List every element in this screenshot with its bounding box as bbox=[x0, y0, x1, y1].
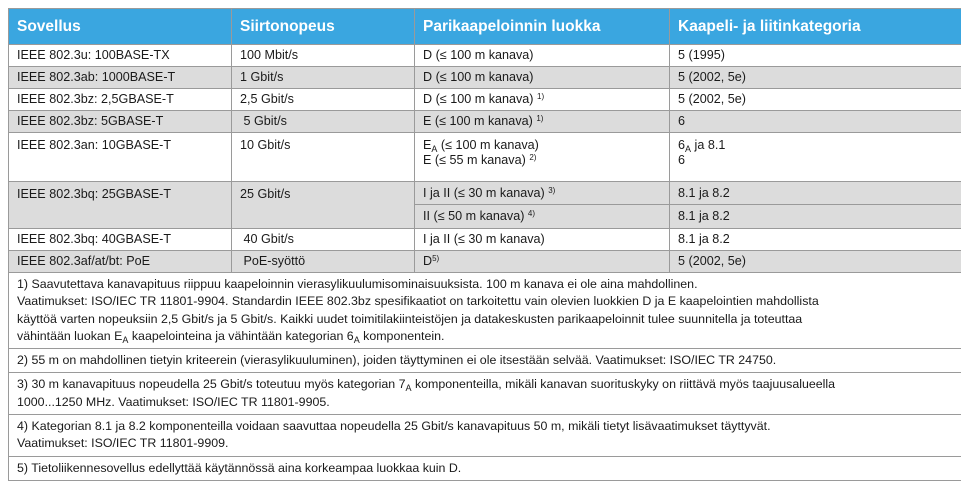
table-row bbox=[9, 45, 961, 67]
footnote-4: 4) Kategorian 8.1 ja 8.2 komponenteilla voidaan saavuttaa nopeudella 25 Gbit/s kanavapituus 50 m, mikäli tietyt lisävaatimukset täyttyvät. Vaatimukset: ISO/IEC TR 11801-9909. bbox=[9, 415, 961, 457]
cell-speed: 40 Gbit/s bbox=[232, 229, 415, 251]
cell-class: $D^{5)}$ bbox=[415, 251, 670, 273]
table-row bbox=[9, 89, 961, 111]
cell-application: IEEE 802.3bq: 25GBASE-T bbox=[9, 182, 232, 229]
cell-speed: PoE-syöttö bbox=[232, 251, 415, 273]
footnote-ref: 5) bbox=[432, 254, 440, 263]
header-cable-category: Kaapeli- ja liitinkategoria bbox=[670, 9, 961, 45]
cell-category: 5 (2002, 5e) bbox=[670, 67, 961, 89]
table-row bbox=[9, 229, 961, 251]
footnote-3: 3) 30 m kanavapituus nopeudella 25 Gbit/s toteutuu myös kategorian $7_A$ komponenteilla, mikäli kanavan suorituskyky on riittävä myös taajuusalueella 1000...1250 MHz. Vaatimukset: ISO/IEC TR 11801-9905. bbox=[9, 373, 961, 415]
header-speed: Siirtonopeus bbox=[232, 9, 415, 45]
header-cabling-class: Parikaapeloinnin luokka bbox=[415, 9, 670, 45]
cell-class: D (≤ 100 m kanava) bbox=[415, 45, 670, 67]
footnote-ref: 4) bbox=[527, 209, 536, 218]
footnote-ref: 1) bbox=[536, 114, 544, 123]
cell-category: 5 (1995) bbox=[670, 45, 961, 67]
cell-speed: 25 Gbit/s bbox=[232, 182, 415, 229]
cell-class: E (≤ 100 m kanava) $^{1)}$ bbox=[415, 111, 670, 133]
cell-category: 6 bbox=[670, 111, 961, 133]
footnote-ref: 2) bbox=[529, 153, 537, 162]
footnote-2: 2) 55 m on mahdollinen tietyin kriteerein (vierasylikuuluminen), joiden täyttyminen ei ole itsestään selvää. Vaatimukset: ISO/IEC TR 24750. bbox=[9, 349, 961, 373]
cell-category: 8.1 ja 8.2 bbox=[670, 229, 961, 251]
footnote-5: 5) Tietoliikennesovellus edellyttää käytännössä aina korkeampaa luokkaa kuin D. bbox=[9, 456, 961, 480]
header-application: Sovellus bbox=[9, 9, 232, 45]
ethernet-cabling-table bbox=[8, 8, 961, 481]
cell-speed: 2,5 Gbit/s bbox=[232, 89, 415, 111]
cell-category: 8.1 ja 8.2 8.1 ja 8.2 bbox=[670, 182, 961, 229]
table-row bbox=[9, 67, 961, 89]
footnote-ref: 3) bbox=[548, 186, 556, 195]
cell-application: IEEE 802.3bz: 5GBASE-T bbox=[9, 111, 232, 133]
cell-speed: 10 Gbit/s bbox=[232, 133, 415, 182]
cell-category: 5 (2002, 5e) bbox=[670, 251, 961, 273]
cell-speed: 100 Mbit/s bbox=[232, 45, 415, 67]
footnote-ref: 1) bbox=[537, 92, 545, 101]
cell-class: $E_A$ (≤ 100 m kanava) E (≤ 55 m kanava) $^{2)}$ bbox=[415, 133, 670, 182]
cell-speed: 1 Gbit/s bbox=[232, 67, 415, 89]
cell-application: IEEE 802.3bz: 2,5GBASE-T bbox=[9, 89, 232, 111]
cell-application: IEEE 802.3an: 10GBASE-T bbox=[9, 133, 232, 182]
table-row bbox=[9, 251, 961, 273]
cell-application: IEEE 802.3ab: 1000BASE-T bbox=[9, 67, 232, 89]
cell-category: 5 (2002, 5e) bbox=[670, 89, 961, 111]
cell-application: IEEE 802.3u: 100BASE-TX bbox=[9, 45, 232, 67]
cell-class: I ja II (≤ 30 m kanava) bbox=[415, 229, 670, 251]
cell-application: IEEE 802.3af/at/bt: PoE bbox=[9, 251, 232, 273]
cell-class: D (≤ 100 m kanava) $^{1)}$ bbox=[415, 89, 670, 111]
cell-application: IEEE 802.3bq: 40GBASE-T bbox=[9, 229, 232, 251]
cell-class: D (≤ 100 m kanava) bbox=[415, 67, 670, 89]
table-row bbox=[9, 133, 961, 182]
cell-category: $6_A$ ja 8.1 6 bbox=[670, 133, 961, 182]
footnote-1: 1) Saavutettava kanavapituus riippuu kaapeloinnin vierasylikuulumisominaisuuksista. 100 m kanava ei ole aina mahdollinen. Vaatimukset: ISO/IEC TR 11801-9904. Standardin IEEE 802.3bz spesifikaatiot on tarkoitettu vain olevien luokkien D ja E kaapelointien mahdollista käyttöä varten nopeuksiin 2,5 Gbit/s ja 5 Gbit/s. Kaikki uudet toimitilakiinteistöjen ja datakeskusten parikaapeloinnit tulee suunnitella ja toteuttaa vähintään luokan $E_A$ kaapelointeina ja vähintään kategorian $6_A$ komponentein. bbox=[9, 273, 961, 349]
table-row bbox=[9, 182, 961, 229]
table-row bbox=[9, 111, 961, 133]
cell-speed: 5 Gbit/s bbox=[232, 111, 415, 133]
cell-class: I ja II (≤ 30 m kanava) $^{3)}$ II (≤ 50 m kanava) $^{4)}$ bbox=[415, 182, 670, 229]
header-row bbox=[9, 9, 961, 45]
